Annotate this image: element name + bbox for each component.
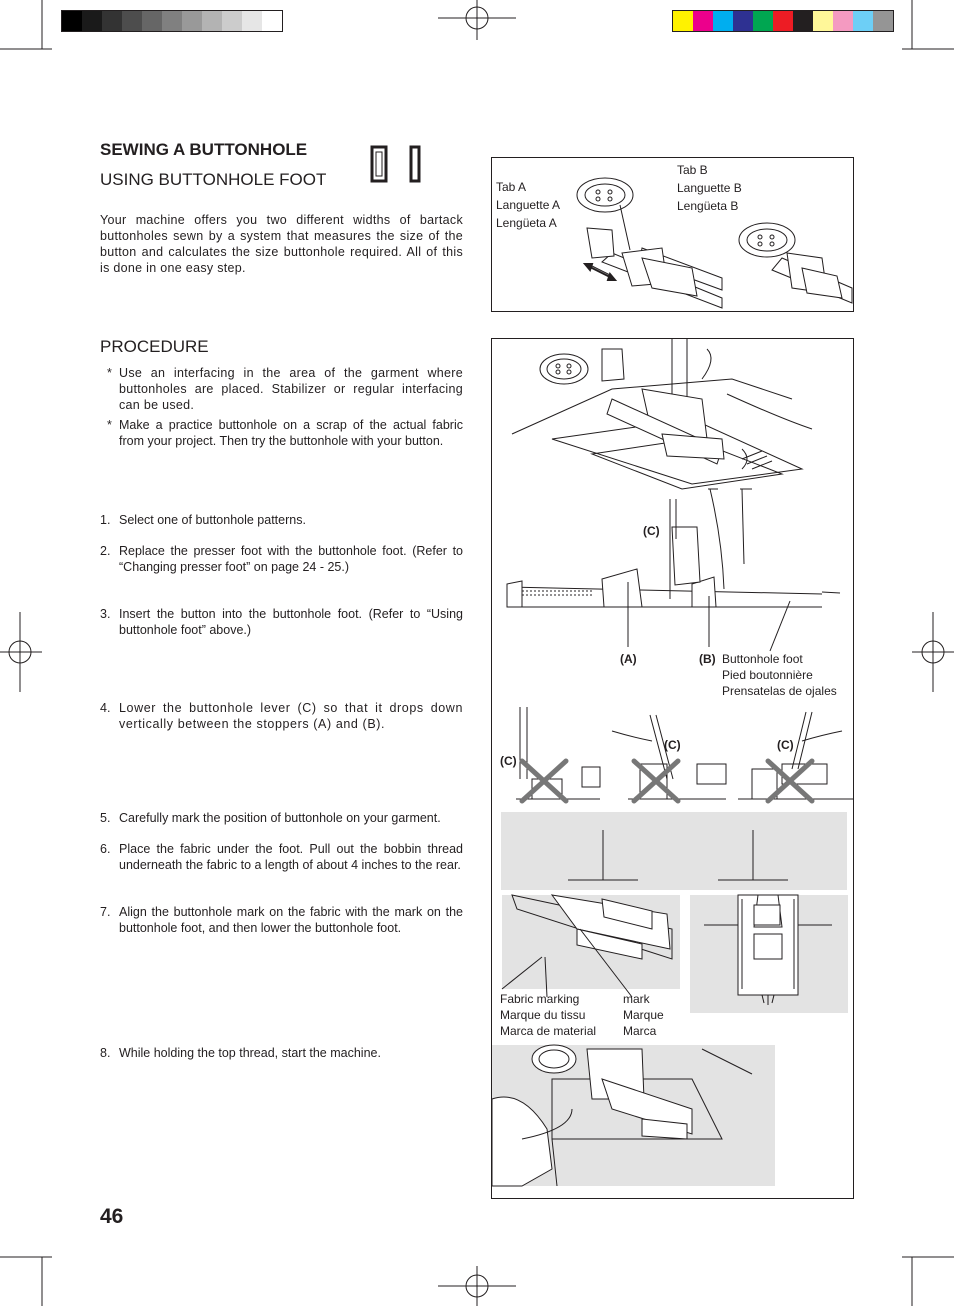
step-item: 6. Place the fabric under the foot. Pull out the bobbin thread underneath the fabric to a length of about 4 inches to the rear. xyxy=(100,842,463,872)
wrong-label-c: (C) xyxy=(500,754,517,768)
wrong-label-c: (C) xyxy=(777,738,794,752)
tab-b-label-fr: Languette B xyxy=(677,181,742,195)
tab-a-label-fr: Languette A xyxy=(496,198,561,212)
step-item: 7. Align the buttonhole mark on the fabric with the mark on the buttonhole foot, and then lower the buttonhole foot. xyxy=(100,905,463,935)
figure-button-tabs xyxy=(491,157,854,312)
fabric-marking-label: Fabric marking Marque du tissu Marca de material xyxy=(500,992,597,1038)
section-title: SEWING A BUTTONHOLE xyxy=(100,140,308,159)
step-item: 3. Insert the button into the buttonhole foot. (Refer to “Using buttonhole foot” above.) xyxy=(100,607,463,637)
section-subtitle: USING BUTTONHOLE FOOT xyxy=(100,170,327,189)
figure-procedure-panel xyxy=(491,338,854,1199)
intro-paragraph: Your machine offers you two different widths of bartack buttonholes sewn by a system that measures the size of the button and calculates the size buttonhole required. All of this is done in one easy step. xyxy=(100,213,463,275)
tab-b-label-en: Tab B xyxy=(677,163,708,177)
step-item: 2. Replace the presser foot with the buttonhole foot. (Refer to “Changing presser foot” on page 24 - 25.) xyxy=(100,544,463,574)
tab-b-label-es: Lengüeta B xyxy=(677,199,739,213)
foot-mark-label: mark Marque Marca xyxy=(623,992,664,1038)
lever-label-c: (C) xyxy=(643,524,660,538)
button-foot-drawing xyxy=(492,158,853,311)
note-item: * Make a practice buttonhole on a scrap of the actual fabric from your project. Then try the buttonhole with your button. xyxy=(107,418,463,448)
procedure-drawings xyxy=(492,339,853,1198)
stopper-label-b: (B) xyxy=(699,652,716,666)
procedure-heading: PROCEDURE xyxy=(100,337,209,356)
tab-a-label-en: Tab A xyxy=(496,180,527,194)
stopper-label-a: (A) xyxy=(620,652,637,666)
page-number: 46 xyxy=(100,1205,124,1228)
buttonhole-pattern-icons xyxy=(368,143,428,183)
wrong-label-c: (C) xyxy=(664,738,681,752)
tab-a-label-es: Lengüeta A xyxy=(496,216,557,230)
step-item: 4. Lower the buttonhole lever (C) so that it drops down vertically between the stoppers (A) and (B). xyxy=(100,701,463,731)
buttonhole-foot-label: Buttonhole foot Pied boutonnière Prensatelas de ojales xyxy=(722,652,837,698)
step-item: 8. While holding the top thread, start the machine. xyxy=(100,1046,381,1060)
step-item: 1. Select one of buttonhole patterns. xyxy=(100,513,306,527)
step-item: 5. Carefully mark the position of buttonhole on your garment. xyxy=(100,811,441,825)
note-item: * Use an interfacing in the area of the garment where buttonholes are placed. Stabilizer or regular interfacing can be used. xyxy=(107,366,463,412)
